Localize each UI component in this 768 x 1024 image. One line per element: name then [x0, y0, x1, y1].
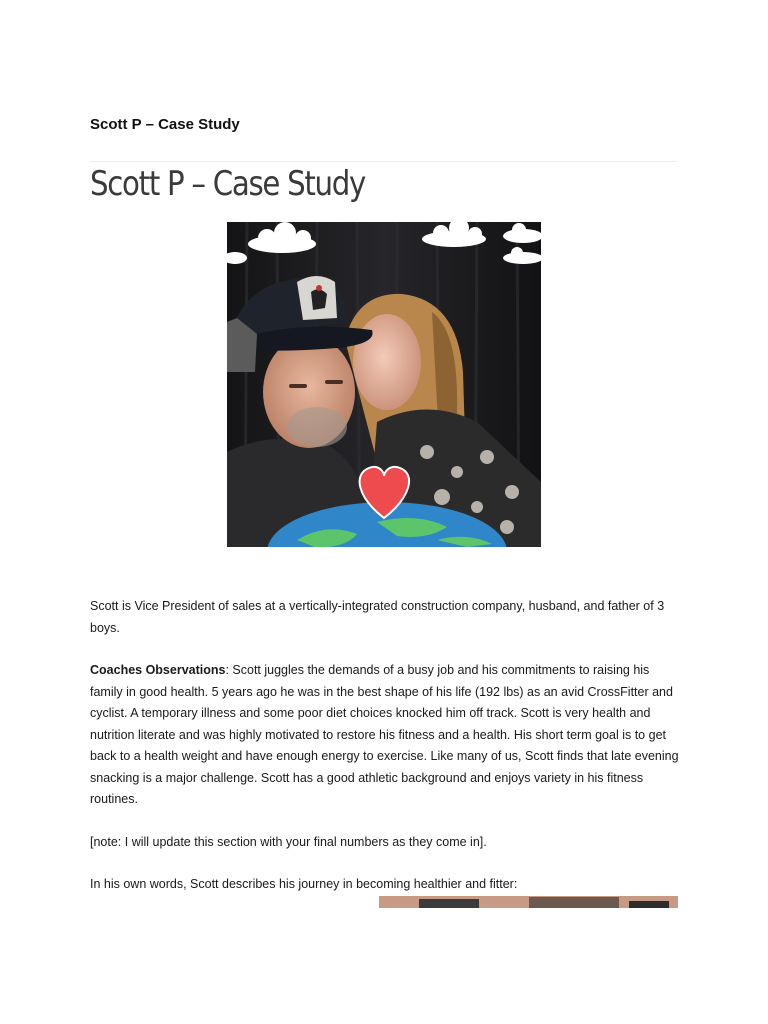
- intro-paragraph: Scott is Vice President of sales at a vertically-integrated construction company, husband, and father of 3 boys.: [90, 599, 665, 635]
- observations-paragraph: [90, 660, 680, 811]
- case-study-photo: [227, 222, 541, 547]
- note-paragraph: [note: I will update this section with your final numbers as they come in].: [90, 835, 487, 849]
- observations-label: Coaches Observations: [90, 663, 226, 677]
- document-header-title: Scott P – Case Study: [90, 116, 240, 133]
- observations-text: : Scott juggles the demands of a busy job and his commitments to raising his family in good health. 5 years ago he was in the best shape of his life (192 lbs) as an avid CrossFitter and cyclist. A temporary illness and some poor diet choices knocked him off track. Scott is very health and nutrition literate and was highly motivated to restore his fitness and a health. His short term goal is to get back to a health weight and have enough energy to exercise. Like many of us, Scott finds that late evening snacking is a major challenge. Scott has a good athletic background and enjoys variety in his fitness routines.: [90, 663, 679, 806]
- page-title: Scott P – Case Study: [90, 164, 366, 204]
- header-divider: [90, 161, 676, 162]
- second-photo-partial: [379, 896, 678, 908]
- own-words-paragraph: In his own words, Scott describes his journey in becoming healthier and fitter:: [90, 877, 518, 891]
